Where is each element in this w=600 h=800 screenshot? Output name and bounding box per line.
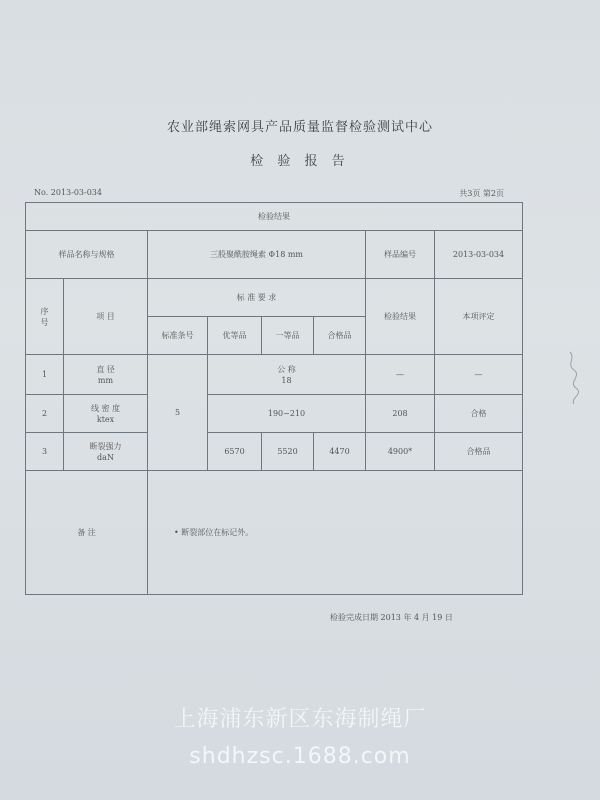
row-requirement: 190~210 [208, 395, 366, 433]
row-result: 4900* [366, 433, 435, 471]
col-header-excellent: 优等品 [208, 317, 262, 355]
row-item: 线 密 度 ktex [64, 395, 148, 433]
table-row [26, 355, 523, 395]
row-first-grade: 5520 [262, 433, 314, 471]
row-item: 直 径 mm [64, 355, 148, 395]
report-title: 检 验 报 告 [250, 154, 350, 169]
sample-name-value: 三股聚酰胺绳索 Φ18 mm [148, 231, 366, 279]
col-header-first-grade: 一等品 [262, 317, 314, 355]
completion-date: 检验完成日期 2013 年 4 月 19 日 [330, 613, 453, 622]
row-no: 1 [26, 355, 64, 395]
col-header-evaluation: 本项评定 [435, 279, 523, 355]
inspection-table [25, 202, 523, 595]
row-requirement: 公 称 18 [208, 355, 366, 395]
page-count: 共3页 第2页 [459, 189, 504, 198]
col-header-standard-clause: 标准条号 [148, 317, 208, 355]
row-qualified: 4470 [314, 433, 366, 471]
watermark-url: shdhzsc.1688.com [189, 744, 411, 769]
sample-no-label: 样品编号 [366, 231, 435, 279]
row-no: 3 [26, 433, 64, 471]
remarks-text: • 断裂部位在标记外。 [148, 471, 523, 595]
col-header-no: 序 号 [26, 279, 64, 355]
sample-name-label: 样品名称与规格 [26, 231, 148, 279]
col-header-item: 项 目 [64, 279, 148, 355]
table-row [26, 433, 523, 471]
organization-name: 农业部绳索网具产品质量监督检验测试中心 [166, 120, 433, 135]
remarks-label: 备 注 [26, 471, 148, 595]
row-excellent: 6570 [208, 433, 262, 471]
pencil-mark-icon [562, 348, 584, 408]
row-result: 208 [366, 395, 435, 433]
row-no: 2 [26, 395, 64, 433]
sample-no-value: 2013-03-034 [435, 231, 523, 279]
row-result: — [366, 355, 435, 395]
standard-clause-value: 5 [148, 355, 208, 471]
col-header-result: 检验结果 [366, 279, 435, 355]
row-evaluation: 合格品 [435, 433, 523, 471]
table-row [26, 395, 523, 433]
row-item: 断裂强力 daN [64, 433, 148, 471]
document-number: No. 2013-03-034 [34, 188, 102, 197]
row-evaluation: — [435, 355, 523, 395]
section-title: 检验结果 [26, 203, 523, 231]
row-evaluation: 合格 [435, 395, 523, 433]
col-header-requirement: 标 准 要 求 [148, 279, 366, 317]
col-header-qualified: 合格品 [314, 317, 366, 355]
watermark-company: 上海浦东新区东海制绳厂 [173, 707, 427, 732]
